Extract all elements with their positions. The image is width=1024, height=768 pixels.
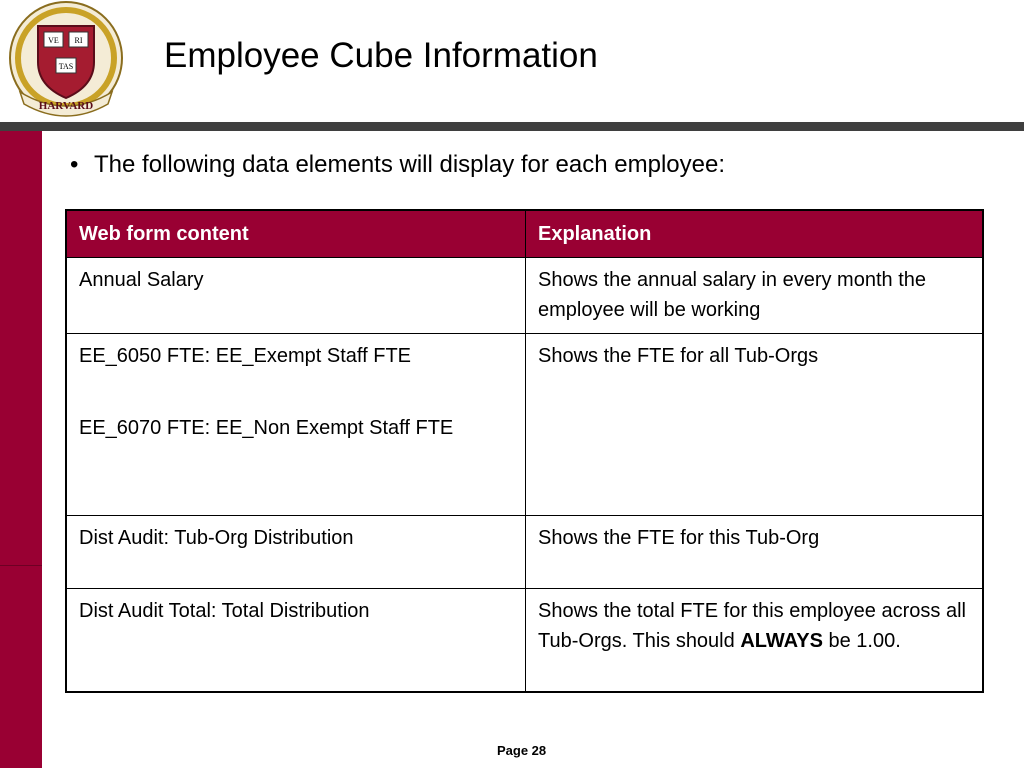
table-row [66,334,983,516]
shield-letters-tas: TAS [58,62,74,71]
content-text: EE_6070 FTE: EE_Non Exempt Staff FTE [79,417,454,439]
explanation-emphasis: ALWAYS [740,630,823,652]
header-explanation: Explanation [526,210,984,258]
content-text: EE_6050 FTE: EE_Exempt Staff FTE [79,345,412,367]
header-web-form-content: Web form content [66,210,526,258]
explanation-cell [526,334,984,516]
page-number: Page 28 [497,743,547,758]
shield-letters-ve: VE [48,36,59,45]
table-header-row [66,210,983,258]
employee-data-table [65,209,984,693]
explanation-text: Shows the annual salary in every month the employee will be working [538,269,926,321]
explanation-cell [526,589,984,692]
explanation-text: Shows the FTE for this Tub-Org [538,527,820,549]
left-accent-bar [0,131,42,768]
content-cell [66,258,526,334]
explanation-text: Shows the FTE for all Tub-Orgs [538,345,819,367]
explanation-text-end: be 1.00. [822,630,901,652]
content-cell [66,516,526,589]
content-cell [66,334,526,516]
slide-title: Employee Cube Information [164,36,598,75]
explanation-cell [526,258,984,334]
content-text: Dist Audit: Tub-Org Distribution [79,527,354,549]
table-row [66,516,983,589]
harvard-banner-text: HARVARD [38,100,94,112]
content-cell [66,589,526,692]
table-row [66,589,983,692]
explanation-cell [526,516,984,589]
harvard-shield-logo [4,0,128,120]
shield-letters-ri: RI [74,36,83,45]
explanation-text: Shows the total FTE for this employee across all Tub-Orgs. This should [538,600,966,652]
paragraph-spacer [79,371,513,413]
content-text: Annual Salary [79,269,204,291]
header-divider [0,122,1024,131]
bullet-icon: • [70,151,79,178]
intro-bullet [70,151,725,179]
table-row [66,258,983,334]
content-text: Dist Audit Total: Total Distribution [79,600,370,622]
intro-bullet-text: The following data elements will display for each employee: [94,151,725,178]
left-accent-divider [0,565,42,566]
